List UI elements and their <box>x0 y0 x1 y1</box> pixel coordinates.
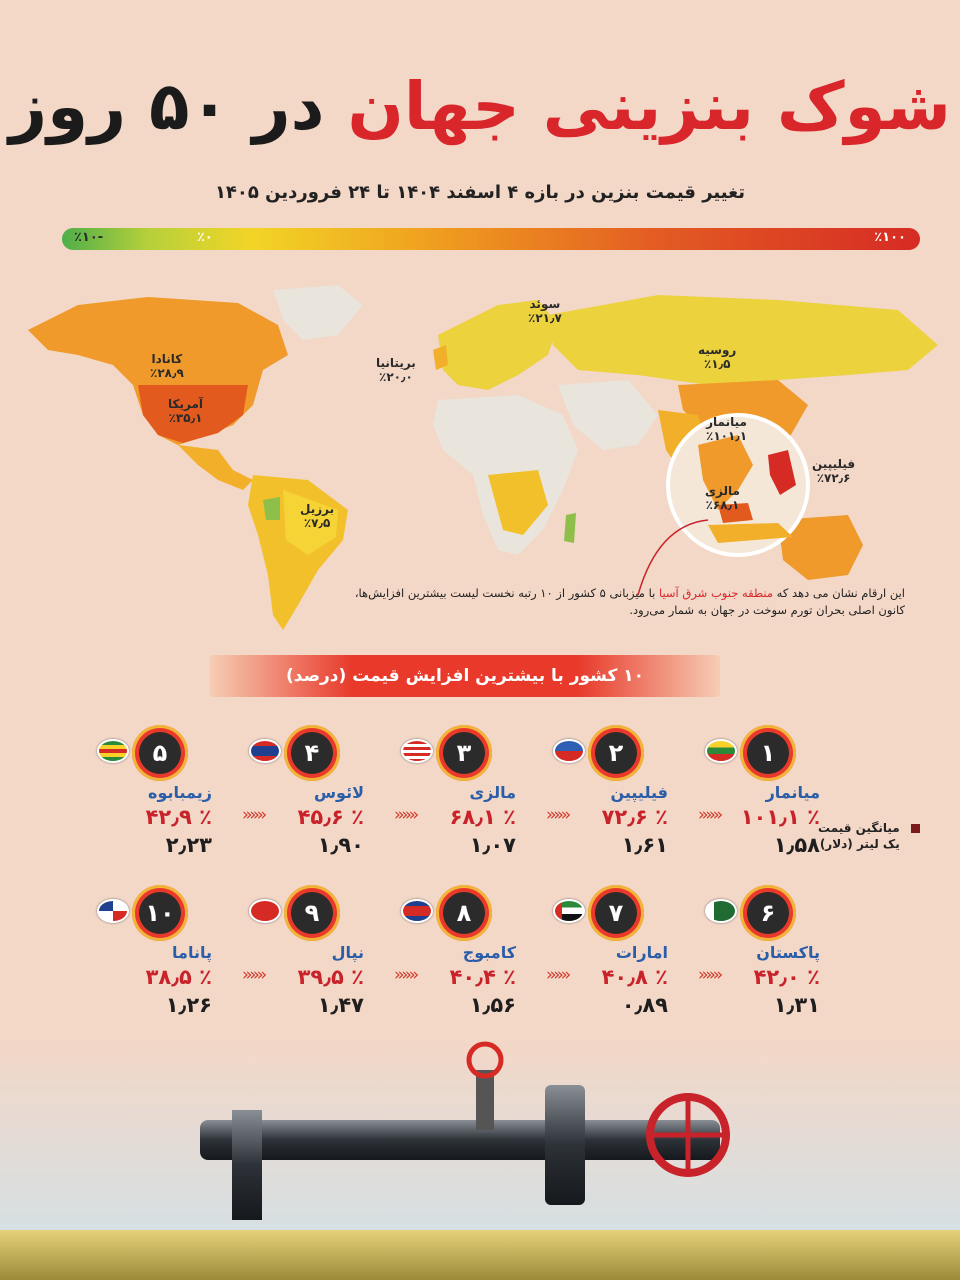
legend-square-icon <box>911 824 920 833</box>
map-label-philippines: فیلیپین ٪۷۲٫۶ <box>812 457 856 485</box>
bolivia-shape <box>263 497 280 520</box>
country-percent: ٪ ۴۲٫۰ <box>753 965 820 989</box>
russia-shape <box>548 295 938 385</box>
country-card <box>548 885 688 1015</box>
malaysia-flag-icon <box>401 739 433 763</box>
chevrons-icon: ««« <box>242 965 265 985</box>
country-percent: ٪ ۳۹٫۵ <box>297 965 364 989</box>
nepal-flag-icon <box>249 899 281 923</box>
rank-badge: ۱ <box>740 725 796 781</box>
map-label-uk: بریتانیا ٪۲۰٫۰ <box>376 356 416 384</box>
right-vertical-pipe <box>545 1085 585 1205</box>
country-name: میانمار <box>765 783 820 802</box>
title-dark-part: در ۵۰ روز <box>9 68 325 145</box>
rank-badge: ۴ <box>284 725 340 781</box>
chevrons-icon: ««« <box>242 805 265 825</box>
country-name: کامبوج <box>462 943 516 962</box>
country-card <box>548 725 688 855</box>
price-legend: میانگین قیمت یک لیتر (دلار) <box>818 820 900 852</box>
country-percent: ٪ ۶۸٫۱ <box>449 805 516 829</box>
country-percent: ٪ ۱۰۱٫۱ <box>740 805 820 829</box>
yellow-pipe <box>0 1230 960 1280</box>
country-percent: ٪ ۴۲٫۹ <box>145 805 212 829</box>
uae-flag-icon <box>553 899 585 923</box>
country-price: ۱٫۹۰ <box>317 833 364 857</box>
pipeline-illustration <box>0 1040 960 1280</box>
country-name: فیلیپین <box>610 783 668 802</box>
rank-badge: ۷ <box>588 885 644 941</box>
horizontal-pipe <box>200 1120 720 1160</box>
map-label-russia: روسیه ٪۱٫۵ <box>698 343 737 371</box>
rank-badge: ۹ <box>284 885 340 941</box>
rank-badge: ۸ <box>436 885 492 941</box>
map-note: این ارقام نشان می دهد که منطقه جنوب شرق آسیا با میزبانی ۵ کشور از ۱۰ رتبه نخست لیست بیشترین افزایش‌ها، کانون اصلی بحران تورم سوخت در جهان به شمار می‌رود. <box>354 586 905 617</box>
country-percent: ٪ ۷۲٫۶ <box>601 805 668 829</box>
country-name: مالزی <box>469 783 516 802</box>
zimbabwe-flag-icon <box>97 739 129 763</box>
country-card <box>92 885 232 1015</box>
rank-badge: ۲ <box>588 725 644 781</box>
myanmar-flag-icon <box>705 739 737 763</box>
pakistan-flag-icon <box>705 899 737 923</box>
country-name: پاکستان <box>756 943 820 962</box>
cambodia-flag-icon <box>401 899 433 923</box>
chevrons-icon: ««« <box>394 965 417 985</box>
scale-max-label: ٪۱۰۰ <box>874 230 906 245</box>
country-percent: ٪ ۴۰٫۸ <box>601 965 668 989</box>
top10-banner: ۱۰ کشور با بیشترین افزایش قیمت (درصد) <box>210 655 720 697</box>
rank-badge: ۶ <box>740 885 796 941</box>
country-name: امارات <box>615 943 668 962</box>
country-card <box>244 885 384 1015</box>
rank-badge: ۵ <box>132 725 188 781</box>
laos-flag-icon <box>249 739 281 763</box>
subtitle: تغییر قیمت بنزین در بازه ۴ اسفند ۱۴۰۴ تا ۲۴ فروردین ۱۴۰۵ <box>214 182 746 203</box>
country-price: ۱٫۲۶ <box>165 993 212 1017</box>
country-card <box>396 885 536 1015</box>
rank-badge: ۳ <box>436 725 492 781</box>
country-percent: ٪ ۴۵٫۶ <box>297 805 364 829</box>
country-price: ۰٫۸۹ <box>621 993 668 1017</box>
country-name: نپال <box>331 943 364 962</box>
madagascar-shape <box>564 513 576 543</box>
map-label-brazil: برزیل ٪۷٫۵ <box>300 502 335 530</box>
country-card <box>396 725 536 855</box>
country-percent: ٪ ۳۸٫۵ <box>145 965 212 989</box>
panama-flag-icon <box>97 899 129 923</box>
map-label-malaysia: مالزی ٪۶۸٫۱ <box>705 484 740 512</box>
map-label-sweden: سوئد ٪۲۱٫۷ <box>528 297 562 325</box>
central-america-shape <box>178 445 253 490</box>
country-price: ۱٫۳۱ <box>773 993 820 1017</box>
country-price: ۲٫۲۳ <box>165 833 212 857</box>
country-price: ۱٫۰۷ <box>469 833 516 857</box>
left-vertical-pipe <box>232 1110 262 1220</box>
scale-min-label: ٪۱۰- <box>74 230 104 245</box>
chevrons-icon: ««« <box>698 805 721 825</box>
country-card <box>244 725 384 855</box>
map-label-usa: آمریکا ٪۳۵٫۱ <box>168 397 203 425</box>
map-label-myanmar: میانمار ٪۱۰۱٫۱ <box>706 415 748 443</box>
valve-stem <box>476 1070 494 1130</box>
country-name: پاناما <box>172 943 212 962</box>
world-map <box>18 275 948 635</box>
chevrons-icon: ««« <box>546 805 569 825</box>
country-name: لائوس <box>313 783 364 802</box>
country-price: ۱٫۵۶ <box>469 993 516 1017</box>
chevrons-icon: ««« <box>698 965 721 985</box>
map-label-canada: کانادا ٪۲۸٫۹ <box>150 352 184 380</box>
rank-badge: ۱۰ <box>132 885 188 941</box>
country-card <box>700 885 840 1015</box>
title-red-part: شوک بنزینی جهان <box>347 68 951 145</box>
philippines-flag-icon <box>553 739 585 763</box>
country-name: زیمبابوه <box>148 783 212 802</box>
country-percent: ٪ ۴۰٫۴ <box>449 965 516 989</box>
greenland-shape <box>273 285 363 340</box>
chevrons-icon: ««« <box>394 805 417 825</box>
note-highlight: منطقه جنوب شرق آسیا <box>658 586 774 600</box>
color-scale-bar <box>62 228 920 250</box>
country-card <box>92 725 232 855</box>
country-price: ۱٫۶۱ <box>621 833 668 857</box>
scale-zero-label: ٪۰ <box>197 230 213 245</box>
page-title <box>0 62 960 152</box>
chevrons-icon: ««« <box>546 965 569 985</box>
country-price: ۱٫۵۸ <box>773 833 820 857</box>
country-price: ۱٫۴۷ <box>317 993 364 1017</box>
